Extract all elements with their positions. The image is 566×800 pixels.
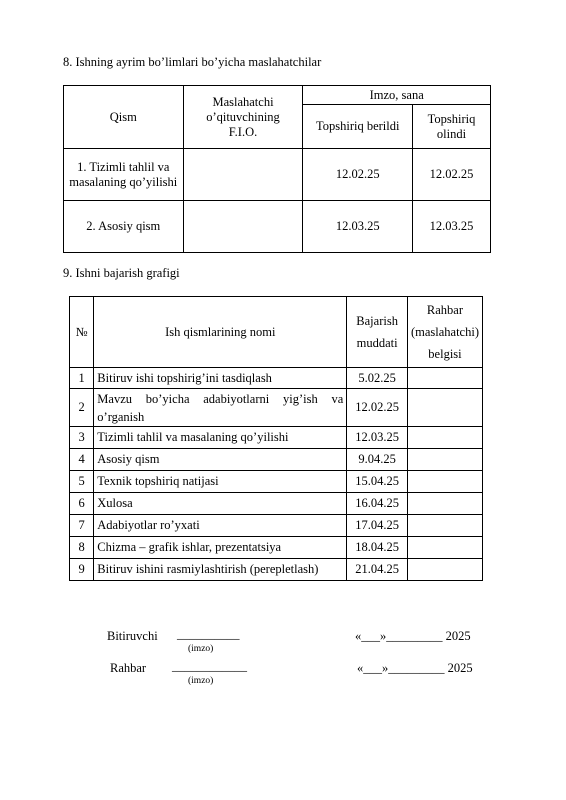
- table-row: [70, 559, 483, 581]
- section9-title: 9. Ishni bajarish grafigi: [63, 266, 180, 280]
- row-name: Xulosa: [94, 493, 347, 515]
- table-row: [64, 201, 491, 253]
- row-num: 4: [70, 449, 94, 471]
- row-num: 3: [70, 427, 94, 449]
- table-row: [70, 449, 483, 471]
- graduate-date[interactable]: «___»_________ 2025: [355, 629, 471, 643]
- row-name: Texnik topshiriq natijasi: [94, 471, 347, 493]
- row-received: 12.03.25: [413, 201, 491, 253]
- row-mark[interactable]: [407, 493, 482, 515]
- schedule-table: [69, 296, 483, 581]
- row-mark[interactable]: [407, 471, 482, 493]
- row-deadline: 12.02.25: [347, 389, 408, 427]
- header-deadline: Bajarish muddati: [347, 297, 408, 368]
- table-row: [70, 427, 483, 449]
- row-mark[interactable]: [407, 368, 482, 389]
- row-name: Tizimli tahlil va masalaning qo’yilishi: [94, 427, 347, 449]
- header-name: Ish qismlarining nomi: [94, 297, 347, 368]
- row-deadline: 9.04.25: [347, 449, 408, 471]
- row-given: 12.02.25: [303, 149, 413, 201]
- row-name: [94, 389, 347, 427]
- row-num: 8: [70, 537, 94, 559]
- row-deadline: 17.04.25: [347, 515, 408, 537]
- row-deadline: 16.04.25: [347, 493, 408, 515]
- row-deadline: 12.03.25: [347, 427, 408, 449]
- table-row: [70, 515, 483, 537]
- section8-title: 8. Ishning ayrim bo’limlari bo’yicha maslahatchilar: [63, 55, 322, 69]
- row-num: 2: [70, 389, 94, 427]
- graduate-label: Bitiruvchi: [107, 629, 158, 643]
- header-consultant: Maslahatchi o’qituvchining F.I.O.: [183, 86, 303, 149]
- row-mark[interactable]: [407, 389, 482, 427]
- row-qism: 1. Tizimli tahlil va masalaning qo’yilishi: [64, 149, 184, 201]
- table-row: [70, 471, 483, 493]
- table-row: [64, 149, 491, 201]
- row-num: 1: [70, 368, 94, 389]
- header-received: Topshiriq olindi: [413, 105, 491, 149]
- row-num: 7: [70, 515, 94, 537]
- row-name: Bitiruv ishi topshirig’ini tasdiqlash: [94, 368, 347, 389]
- row-name-line2: o’rganish: [97, 409, 145, 424]
- row-consultant[interactable]: [183, 149, 303, 201]
- table-row: [70, 389, 483, 427]
- row-consultant[interactable]: [183, 201, 303, 253]
- row-deadline: 21.04.25: [347, 559, 408, 581]
- table-row: [70, 537, 483, 559]
- supervisor-signature-line[interactable]: ____________: [172, 659, 247, 673]
- row-num: 5: [70, 471, 94, 493]
- graduate-imzo: (imzo): [188, 644, 214, 654]
- row-mark[interactable]: [407, 559, 482, 581]
- header-num: №: [70, 297, 94, 368]
- supervisor-date[interactable]: «___»_________ 2025: [357, 661, 473, 675]
- row-deadline: 15.04.25: [347, 471, 408, 493]
- row-deadline: 18.04.25: [347, 537, 408, 559]
- row-mark[interactable]: [407, 449, 482, 471]
- row-mark[interactable]: [407, 515, 482, 537]
- supervisor-label: Rahbar: [110, 661, 147, 675]
- header-given: Topshiriq berildi: [303, 105, 413, 149]
- row-num: 9: [70, 559, 94, 581]
- row-name: Adabiyotlar ro’yxati: [94, 515, 347, 537]
- table-row: [70, 493, 483, 515]
- row-name: Chizma – grafik ishlar, prezentatsiya: [94, 537, 347, 559]
- supervisor-imzo: (imzo): [188, 676, 214, 686]
- row-mark[interactable]: [407, 537, 482, 559]
- table-row: [70, 368, 483, 389]
- header-qism: Qism: [64, 86, 184, 149]
- header-mark: Rahbar (maslahatchi) belgisi: [407, 297, 482, 368]
- row-given: 12.03.25: [303, 201, 413, 253]
- row-mark[interactable]: [407, 427, 482, 449]
- row-num: 6: [70, 493, 94, 515]
- row-deadline: 5.02.25: [347, 368, 408, 389]
- graduate-signature-line[interactable]: __________: [177, 627, 240, 641]
- row-qism: 2. Asosiy qism: [64, 201, 184, 253]
- header-signature-date: Imzo, sana: [303, 86, 491, 105]
- row-name: Asosiy qism: [94, 449, 347, 471]
- row-received: 12.02.25: [413, 149, 491, 201]
- row-name: Bitiruv ishini rasmiylashtirish (perepletlash): [94, 559, 347, 581]
- row-name-line1: Mavzu bo’yicha adabiyotlarni yig’ish va: [97, 391, 344, 406]
- consultants-table: [63, 85, 491, 253]
